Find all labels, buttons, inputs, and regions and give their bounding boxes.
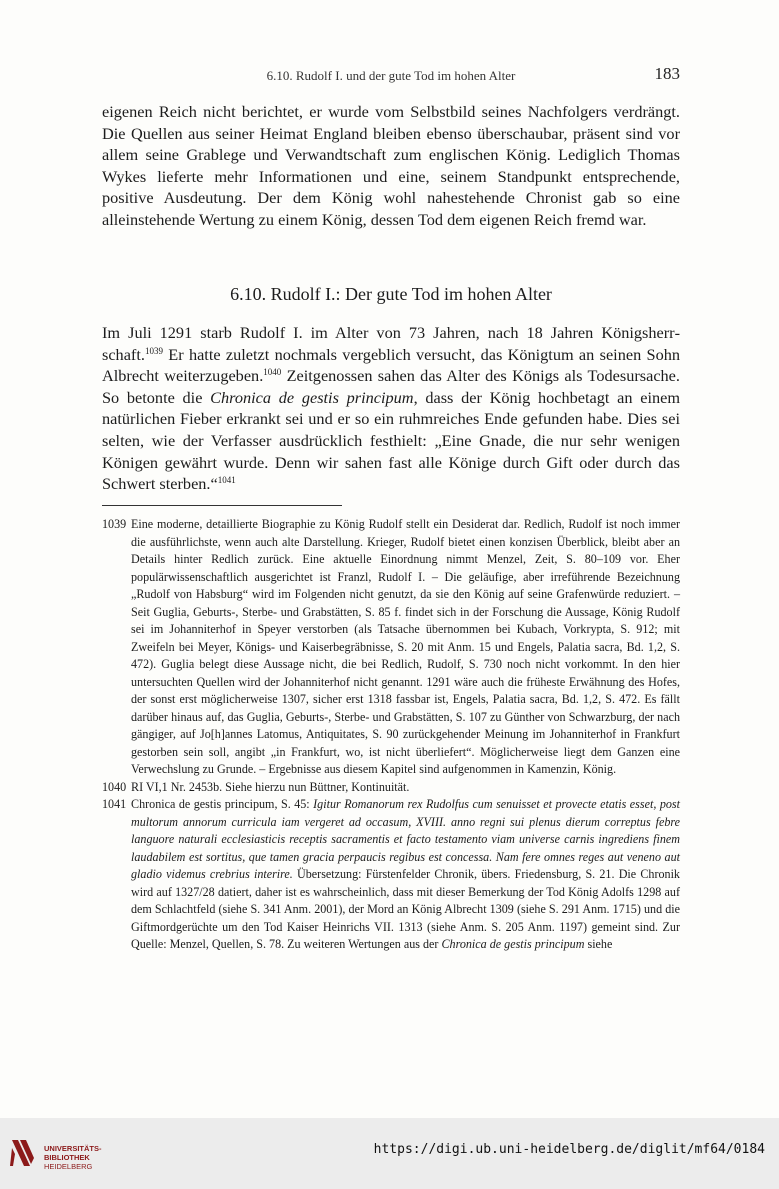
logo-line: UNIVERSITÄTS- [44, 1144, 102, 1153]
footnote-1040 [102, 779, 680, 797]
logo-line: BIBLIOTHEK [44, 1153, 90, 1162]
footer-bar [0, 1118, 779, 1189]
footnote-text: Chronica de gestis principum, S. 45: [131, 797, 314, 811]
footnote-number: 1039 [102, 517, 127, 531]
paragraph-text: Zeitgenossen sahen das Alter des Königs als Todesursache. So betonte die [102, 366, 680, 407]
footnote-text: RI VI,1 Nr. 2453b. Siehe hierzu nun Büttner, Kontinuität. [131, 779, 410, 794]
chronicle-title: Chronica de gestis principum [210, 387, 414, 407]
library-logo-text [44, 1144, 102, 1171]
footnote-number: 1040 [102, 779, 127, 794]
paragraph-section-intro [102, 322, 680, 495]
footnote-text: Übersetzung: Fürstenfelder Chronik, übers. Friedensburg, S. 21. Die Chronik wird auf 1327/28 datiert, daher ist es wahrscheinlich, dass mit dieser Bemerkung der Tod König Adolfs 1298 auf dem Schlachtfeld (siehe S. 341 Anm. 2001), der Mord an König Albrecht 1309 (siehe S. 291 Anm. 1715) und die Giftmordgerüchte um den Tod Kaiser Heinrichs VII. 1313 (siehe Anm. S. 205 Anm. 1197) gemeint sind. Zur Quelle: Menzel, Quellen, S. 78. Zu weiteren Wertungen aus der [131, 867, 680, 951]
library-logo-icon [10, 1138, 36, 1168]
latin-quote: Igitur Romanorum rex Rudolfus cum senuisset et provecte etatis esset, post multorum annorum curricula iam vergeret ad occasum, XVIII. anno regni sui plenus dierum correptus febre languore naturali ecclesiasticis receptis sacramentis et facto testamento viam universe carnis ingrediens finem laudabilem est sortitus, que tamen gracia perpaucis regibus est concessa. Nam fere omnes reges aut veneno aut gladio videmus crebrius interire. [131, 797, 680, 881]
footnote-ref[interactable]: 1041 [217, 475, 236, 486]
page-number: 183 [654, 64, 680, 83]
paragraph-continuation: eigenen Reich nicht berichtet, er wurde vom Selbstbild seines Nachfolgers verdrängt. Die Quellen aus seiner Heimat England bleiben ebenso überschaubar, präsent sind vor allem seine Grablege und Verwandtschaft zum englischen König. Lediglich Thomas Wykes lieferte mehr Informationen und eine, seinem Standpunkt entsprechende, positive Ausdeutung. Der dem König wohl nahestehende Chronist gab so eine alleinstehende Wertung zu einem König, dessen Tod dem eigenen Reich fremd war. [102, 102, 680, 229]
footnotes [102, 516, 680, 954]
footnote-ref[interactable]: 1040 [263, 367, 282, 378]
running-title: 6.10. Rudolf I. und der gute Tod im hohen Alter [266, 68, 516, 83]
source-url[interactable]: https://digi.ub.uni-heidelberg.de/diglit/mf64/0184 [373, 1142, 765, 1157]
chronicle-title: Chronica de gestis principum [441, 937, 585, 951]
footnote-text: siehe [584, 937, 613, 951]
footnote-text: Eine moderne, detaillierte Biographie zu König Rudolf stellt ein Desiderat dar. Redlich, Rudolf ist noch immer die ausführlichste, wenn auch alte Darstellung. Krieger, Rudolf bietet einen konzisen Überblick, bleibt aber an Details hinter Redlich zurück. Eine aktuelle Einordnung nimmt Menzel, Zeit, S. 80–109 vor. Eher populärwissenschaftlich ausgerichtet ist Franzl, Rudolf I. – Die geläufige, aber irreführende Bezeichnung „Rudolf von Habsburg“ wird im Folgenden nicht genutzt, da sie den König auf seine Grafenwürde reduziert. – Seit Guglia, Geburts-, Sterbe- und Grabstätten, S. 85 f. findet sich in der Forschung die Aussage, König Rudolf sei im Johanniterhof in Speyer verstorben (als Tatsache übernommen bei Kubach, Vorkrypta, S. 912; mit Zweifeln bei Meyer, Königs- und Kaiserbegräbnisse, S. 20 mit Anm. 15 und Engels, Palatia sacra, Bd. 1,2, S. 472). Guglia belegt diese Aussage nicht, die bei Redlich, Rudolf, S. 730 noch nicht vorkommt. In den hier untersuchten Quellen wird der Johanniterhof nicht genannt. 1291 wäre auch die früheste Erwähnung des Hofes, der sonst erst möglicherweise 1307, sicher erst 1318 fassbar ist, Engels, Palatia sacra, Bd. 1,2, S. 472. Es fällt darüber hinaus auf, das Guglia, Geburts-, Sterbe- und Grabstätten, S. 107 zu Günther von Schwarzburg, der nach gängiger, auf Jo[h]annes Latomus, Antiquitates, S. 90 zurückgehender Meinung im Johanniterhof in Frankfurt gestorben sein soll, angibt „in Frankfurt, wo, ist nicht überliefert“. Möglicherweise liegt dem Ganzen eine Verwechslung zu Grunde. – Ergebnisse aus diesem Kapitel sind aufgenommen in Kamenzin, König. [131, 517, 680, 776]
page-header [102, 64, 680, 86]
logo-line: HEIDELBERG [44, 1162, 93, 1171]
footnote-1039 [102, 516, 680, 779]
paragraph-text: , dass der König hochbetagt an einem natürlichen Fieber erkrankt sei und er so ein ruhmreiches Ende gefunden habe. Dies sei selten, wie der Verfasser ausdrücklich festhielt: „Eine Gnade, die nur sehr wenigen Königen gewährt wurde. Denn wir sahen fast alle Könige durch Gift oder durch das Schwert sterben.“ [102, 387, 680, 494]
section-heading: 6.10. Rudolf I.: Der gute Tod im hohen Alter [230, 284, 552, 304]
paragraph-text: Im Juli 1291 starb Rudolf I. im Alter von 73 Jahren, nach 18 Jahren Königsherrschaft. [102, 323, 680, 364]
footnote-number: 1041 [102, 797, 127, 811]
paragraph-text: Er hatte zuletzt nochmals vergeblich versucht, das Königtum an seinen Sohn Albrecht weiterzugeben. [102, 344, 680, 386]
footnote-ref[interactable]: 1039 [144, 345, 163, 356]
footnote-divider [102, 505, 342, 506]
footnote-1041 [102, 796, 680, 954]
